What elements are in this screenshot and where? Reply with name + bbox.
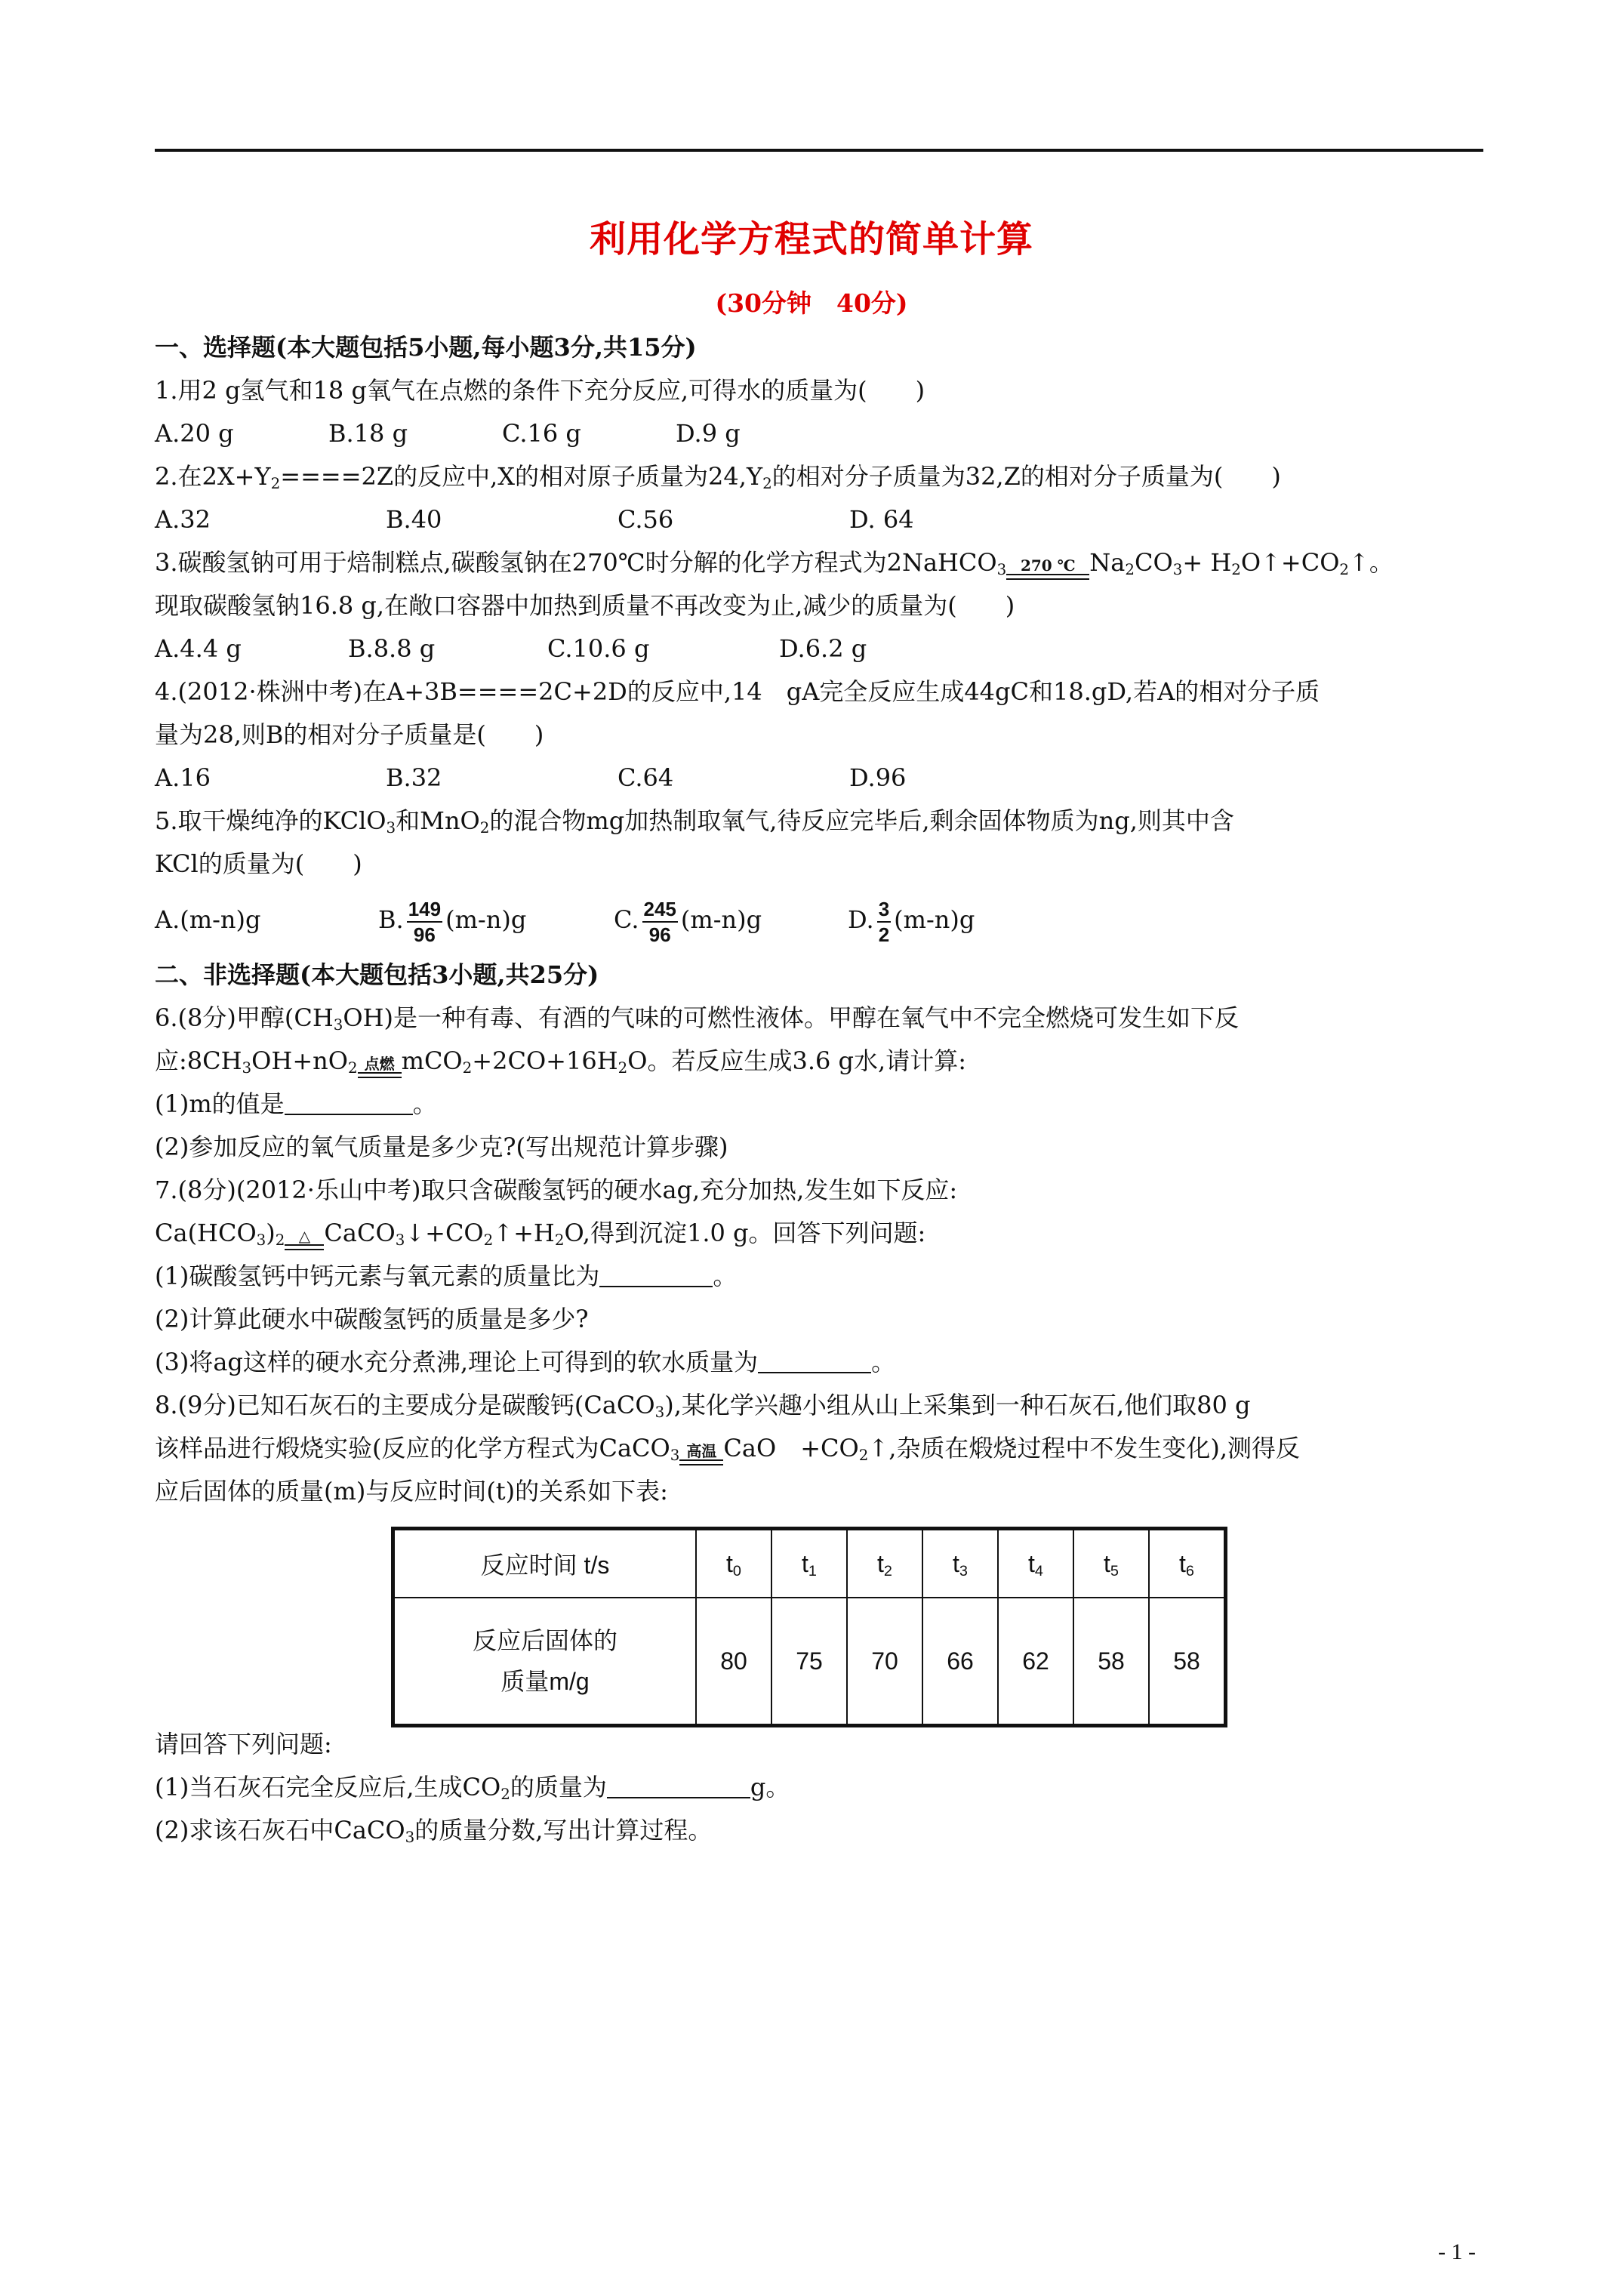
question-7-stem: 7.(8分)(2012·乐山中考)取只含碳酸氢钙的硬水ag,充分加热,发生如下反应:	[155, 1176, 958, 1204]
page-subtitle: (30分钟 40分)	[715, 288, 908, 318]
option-d: D. 64	[849, 505, 914, 534]
question-4-stem-2: 量为28,则B的相对分子质量是( )	[155, 720, 544, 749]
answer-blank[interactable]	[285, 1091, 413, 1115]
option-a: A.32	[155, 505, 211, 534]
option-b: B. $\frac{149}{96}$ (m-n)g	[378, 897, 527, 946]
question-8-part-2: (2)求该石灰石中CaCO$_3$的质量分数,写出计算过程。	[155, 1816, 713, 1846]
page-number: - 1 -	[1438, 2239, 1476, 2264]
table-cell: 75	[771, 1598, 847, 1726]
answer-blank[interactable]	[758, 1349, 871, 1373]
question-5-options	[155, 886, 1483, 954]
reaction-condition: 点燃	[358, 1056, 402, 1081]
question-6-equation: 应$:8CH_3OH+nO_2$ 点燃 $mCO_2+2CO+16H_2O$。若反应生成3.6 g水,请计算:	[155, 1040, 1483, 1083]
option-c: C. $\frac{245}{96}$ (m-n)g	[614, 897, 762, 946]
question-7-part-2: (2)计算此硬水中碳酸氢钙的质量是多少?	[155, 1305, 589, 1333]
option-a: A.16	[155, 763, 211, 792]
table-cell: $t_1$	[771, 1529, 847, 1598]
option-d: D.9 g	[676, 419, 741, 448]
table-header-cell: 反应时间 t/s	[393, 1529, 697, 1598]
option-c: C.16 g	[502, 419, 581, 448]
option-c: C.56	[617, 505, 674, 534]
option-b: B.18 g	[328, 419, 408, 448]
option-a: A.4.4 g	[155, 634, 242, 663]
question-3-stem: 3.碳酸氢钠可用于焙制糕点,碳酸氢钠在270℃时分解的化学方程式为2NaHCO$_3$ 270 ℃ $Na_2CO_3+$ $H_2O↑+CO_2↑$。	[155, 541, 1483, 584]
table-cell: 66	[922, 1598, 998, 1726]
question-8-followup	[155, 1723, 1483, 1852]
answer-blank[interactable]	[607, 1774, 750, 1798]
option-d: D. $\frac{3}{2}$ (m-n)g	[848, 897, 975, 946]
question-2-stem: 2.在$2X+Y_2====2Z$的反应中,X的相对原子质量为$24,Y_2$的相对分子质量为32,Z的相对分子质量为( )	[155, 462, 1281, 492]
question-8-stem: 8.(9分)已知石灰石的主要成分是碳酸钙(CaCO$_3$),某化学兴趣小组从山上采集到一种石灰石,他们取80 g	[155, 1391, 1251, 1421]
question-8-prompt: 请回答下列问题:	[155, 1730, 332, 1758]
table-cell: 62	[998, 1598, 1073, 1726]
option-c: C.64	[617, 763, 674, 792]
table-header-cell: 反应后固体的 质量m/g	[393, 1598, 697, 1726]
option-b: B.40	[386, 505, 442, 534]
table-cell: 58	[1073, 1598, 1149, 1726]
reaction-condition: 高温	[679, 1444, 723, 1469]
fraction: $\frac{149}{96}$	[408, 897, 442, 946]
document-body	[155, 326, 1483, 1513]
option-a: A.(m-n)g	[155, 905, 261, 934]
question-2-options	[155, 498, 1483, 541]
question-6-part-1: (1)m的值是 。	[155, 1089, 437, 1118]
option-c: C.10.6 g	[547, 634, 650, 663]
question-8-part-1: (1)当石灰石完全反应后,生成$CO_2$的质量为 g。	[155, 1773, 790, 1803]
header-rule	[155, 149, 1483, 152]
table-row	[393, 1598, 1226, 1726]
question-4-options	[155, 757, 1483, 800]
section-heading-choice: 一、选择题(本大题包括5小题,每小题3分,共15分)	[155, 333, 697, 362]
option-d: D.6.2 g	[779, 634, 867, 663]
option-d: D.96	[849, 763, 907, 792]
question-1-stem: 1.用2 g氢气和18 g氧气在点燃的条件下充分反应,可得水的质量为( )	[155, 376, 925, 405]
question-7-part-3: (3)将ag这样的硬水充分煮沸,理论上可得到的软水质量为 。	[155, 1348, 896, 1376]
reaction-condition: 270 ℃	[1006, 558, 1089, 583]
question-3-options	[155, 627, 1483, 670]
fraction: $\frac{3}{2}$	[878, 897, 890, 946]
question-3-stem-2: 现取碳酸氢钠16.8 g,在敞口容器中加热到质量不再改变为止,减少的质量为( )	[155, 591, 1015, 620]
question-8-stem-2: 该样品进行煅烧实验(反应的化学方程式为CaCO$_3$ 高温 CaO $+CO_2↑$,杂质在煅烧过程中不发生变化),测得反	[155, 1427, 1483, 1470]
table-cell: 70	[847, 1598, 922, 1726]
question-4-stem: 4.(2012·株洲中考)在A+3B====2C+2D的反应中,14 gA完全反应生成44gC和18.gD,若A的相对分子质	[155, 677, 1320, 706]
fraction: $\frac{245}{96}$	[643, 897, 676, 946]
question-7-part-1: (1)碳酸氢钙中钙元素与氧元素的质量比为 。	[155, 1262, 738, 1290]
table-cell: $t_5$	[1073, 1529, 1149, 1598]
question-6-stem: 6.(8分)甲醇$(CH_3OH)$是一种有毒、有酒的气味的可燃性液体。甲醇在氧气中不完全燃烧可发生如下反	[155, 1003, 1240, 1034]
question-1-options	[155, 412, 1483, 455]
table-cell: $t_2$	[847, 1529, 922, 1598]
question-7-equation: $Ca(HCO_3)_2$ △ $CaCO_3↓+CO_2↑+H_2O$,得到沉淀1.0 g。回答下列问题:	[155, 1212, 1483, 1255]
answer-blank[interactable]	[599, 1263, 713, 1287]
table-cell: $t_0$	[696, 1529, 771, 1598]
page-title: 利用化学方程式的简单计算	[589, 218, 1033, 260]
table-cell: 58	[1149, 1598, 1226, 1726]
table-cell: 80	[696, 1598, 771, 1726]
option-b: B.32	[386, 763, 442, 792]
option-b: B.8.8 g	[348, 634, 436, 663]
question-5-stem: 5.取干燥纯净的KClO$_3$和MnO$_2$的混合物mg加热制取氧气,待反应完毕后,剩余固体物质为ng,则其中含	[155, 806, 1234, 837]
reaction-data-table	[391, 1527, 1227, 1727]
question-5-stem-2: KCl的质量为( )	[155, 849, 362, 878]
option-a: A.20 g	[155, 419, 234, 448]
reaction-condition: △	[285, 1228, 324, 1253]
table-row	[393, 1529, 1226, 1598]
table-cell: $t_6$	[1149, 1529, 1226, 1598]
question-6-part-2: (2)参加反应的氧气质量是多少克?(写出规范计算步骤)	[155, 1133, 728, 1161]
question-8-stem-3: 应后固体的质量(m)与反应时间(t)的关系如下表:	[155, 1477, 668, 1505]
section-heading-nonchoice: 二、非选择题(本大题包括3小题,共25分)	[155, 960, 599, 989]
table-cell: $t_4$	[998, 1529, 1073, 1598]
table-cell: $t_3$	[922, 1529, 998, 1598]
